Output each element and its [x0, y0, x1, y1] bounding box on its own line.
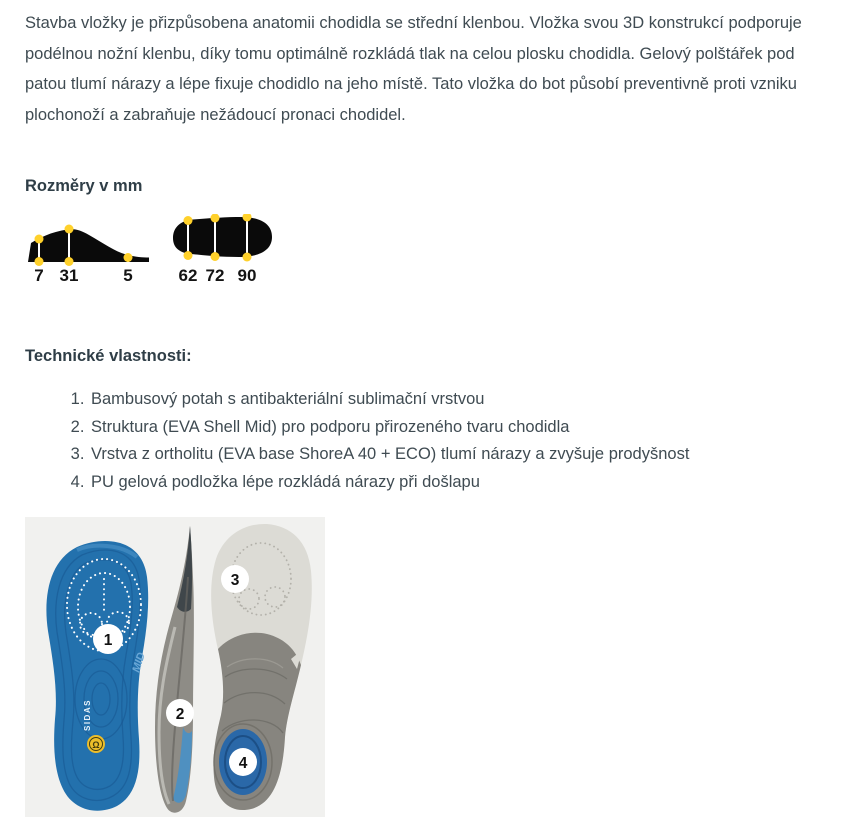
technical-features-list	[25, 386, 837, 496]
product-image-svg	[25, 517, 325, 817]
tech-list-item: 3. Vrstva z ortholitu (EVA base ShoreA 40 + ECO) tlumí nárazy a zvyšuje prodyšnost	[89, 441, 837, 469]
product-image	[25, 517, 325, 817]
label-arch-height-7: 7	[34, 266, 44, 285]
label-arch-height-31: 31	[59, 266, 79, 285]
callout-1-number: 1	[103, 632, 113, 650]
dimensions-diagram	[25, 214, 295, 288]
callout-2-number: 2	[175, 706, 185, 724]
brand-label: SIDAS	[83, 699, 92, 732]
technical-heading: Technické vlastnosti:	[25, 347, 192, 365]
insole-top-view-blue	[46, 541, 148, 811]
variant-label: MID	[130, 651, 148, 675]
tech-list-item: 1. Bambusový potah s antibakteriální sublimační vrstvou	[89, 386, 837, 414]
callout-3-number: 3	[230, 572, 240, 590]
callout-4-number: 4	[238, 755, 248, 773]
label-width-62: 62	[178, 266, 198, 285]
tech-list-item: 4. PU gelová podložka lépe rozkládá nárazy při došlapu	[89, 469, 837, 497]
dimensions-diagram-svg	[25, 214, 295, 288]
intro-paragraph: Stavba vložky je přizpůsobena anatomii chodidla se střední klenbou. Vložka svou 3D konstrukcí podporuje podélnou nožní klenbu, díky tomu optimálně rozkládá tlak na celou plosku chodidla. Gelový polštářek pod patou tlumí nárazy a lépe fixuje chodidlo na jeho místě. Tato vložka do bot působí preventivně proti vzniku plochonoží a zabraňuje nežádoucí pronaci chodidel.	[25, 14, 802, 124]
brand-logo-glyph: Ω	[92, 740, 100, 751]
label-width-72: 72	[205, 266, 225, 285]
blue-insole-body	[46, 541, 148, 811]
tech-list-item: 2. Struktura (EVA Shell Mid) pro podporu přirozeného tvaru chodidla	[89, 414, 837, 442]
label-width-90: 90	[237, 266, 257, 285]
side-profile-diagram	[28, 225, 149, 286]
label-arch-height-5: 5	[123, 266, 133, 285]
footprint-diagram	[173, 214, 272, 285]
dimensions-heading: Rozměry v mm	[25, 177, 143, 195]
